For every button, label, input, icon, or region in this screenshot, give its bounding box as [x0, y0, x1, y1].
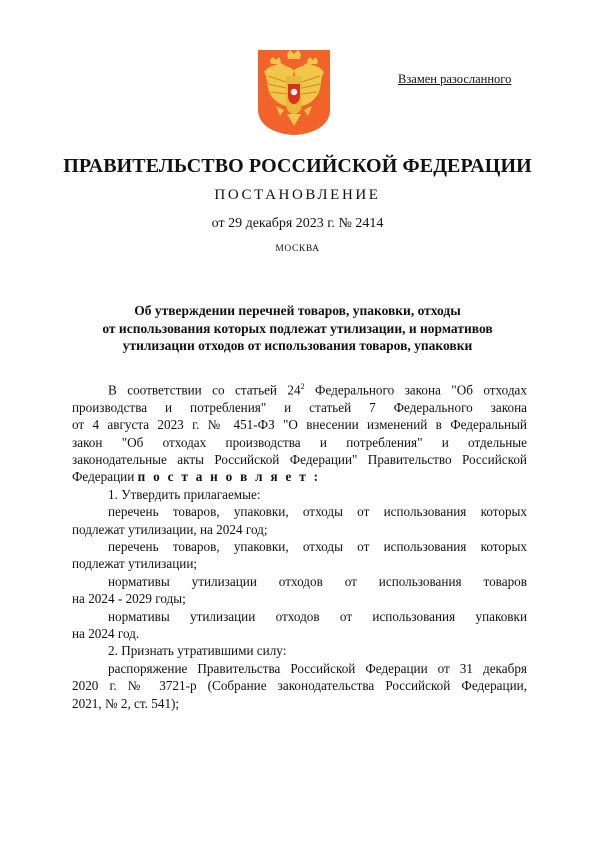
body-line: закон "Об отходах производства и потребления" и отдельные [72, 434, 527, 450]
document-type: ПОСТАНОВЛЕНИЕ [214, 187, 381, 203]
title-line: от использования которых подлежат утилизации, и нормативов [102, 320, 493, 336]
body-line: перечень товаров, упаковки, отходы от использования которых [108, 539, 527, 555]
body-line: на 2024 год. [72, 626, 140, 642]
list-item-1: 1. Утвердить прилагаемые: [108, 486, 261, 502]
title-line: Об утверждении перечней товаров, упаковки, отходы [134, 303, 461, 318]
document-body [72, 378, 527, 712]
coat-of-arms-icon [256, 48, 332, 136]
body-line: 2020 г. № 3721-р (Собрание законодательства Российской Федерации, [72, 678, 527, 694]
body-line: производства и потребления" и статьей 7 Федерального закона [72, 399, 527, 415]
government-name: ПРАВИТЕЛЬСТВО РОССИЙСКОЙ ФЕДЕРАЦИИ [63, 155, 532, 177]
resolves-word: п о с т а н о в л я е т : [137, 469, 321, 485]
document-city: МОСКВА [275, 244, 320, 254]
body-line: от 4 августа 2023 г. № 451-ФЗ "О внесении изменений в Федеральный [72, 417, 527, 433]
document-title [60, 302, 535, 355]
replacement-stamp: Взамен разосланного [398, 72, 512, 86]
document-date: от 29 декабря 2023 г. № 2414 [211, 216, 384, 231]
body-line: на 2024 - 2029 годы; [72, 591, 186, 607]
list-item-2: 2. Признать утратившими силу: [108, 643, 287, 659]
title-line: утилизации отходов от использования товаров, упаковки [122, 338, 473, 353]
body-line: 2021, № 2, ст. 541); [72, 695, 180, 711]
body-line: подлежат утилизации, на 2024 год; [72, 521, 268, 537]
body-line: распоряжение Правительства Российской Федерации от 31 декабря [108, 660, 527, 676]
body-line: подлежат утилизации; [72, 556, 198, 572]
body-line: законодательные акты Российской Федерации" Правительство Российской [72, 452, 527, 468]
body-line: В соответствии со статьей $24^2$ Федерального закона "Об отходах [108, 382, 527, 398]
body-line: нормативы утилизации отходов от использования упаковки [108, 608, 527, 624]
body-line: Федерации п о с т а н о в л я е т : [72, 469, 321, 485]
body-line: перечень товаров, упаковки, отходы от использования которых [108, 504, 527, 520]
body-line: нормативы утилизации отходов от использования товаров [108, 573, 527, 589]
